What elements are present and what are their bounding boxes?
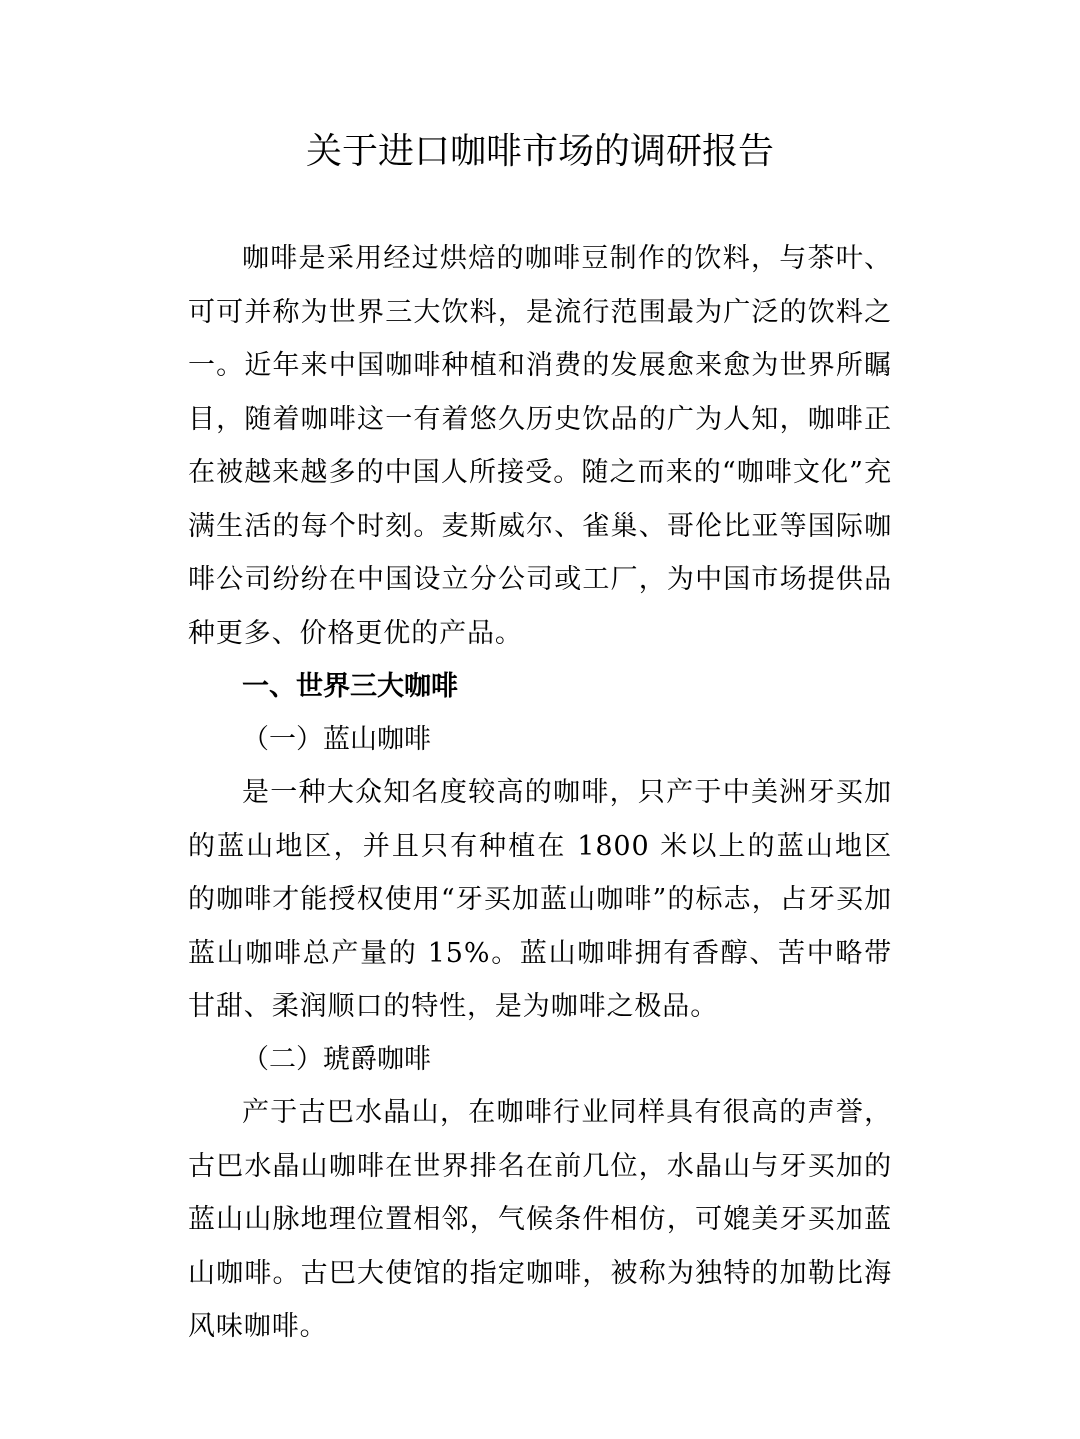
- document-title: 关于进口咖啡市场的调研报告: [305, 131, 774, 172]
- blue-mountain-paragraph: 是一种大众知名度较高的咖啡，只产于中美洲牙买加的蓝山地区，并且只有种植在 1800 米以上的蓝山地区的咖啡才能授权使用“牙买加蓝山咖啡”的标志，占牙买加蓝山咖啡总产量的 15%。蓝山咖啡拥有香醇、苦中略带甘甜、柔润顺口的特性，是为咖啡之极品。: [188, 777, 892, 1022]
- subsection-heading-hujue: （二）琥爵咖啡: [242, 1044, 431, 1075]
- subsection-heading-blue-mountain: （一）蓝山咖啡: [242, 724, 431, 755]
- hujue-paragraph: 产于古巴水晶山，在咖啡行业同样具有很高的声誉，古巴水晶山咖啡在世界排名在前几位，水晶山与牙买加的蓝山山脉地理位置相邻，气候条件相仿，可媲美牙买加蓝山咖啡。古巴大使馆的指定咖啡，被称为独特的加勒比海风味咖啡。: [188, 1097, 892, 1342]
- intro-paragraph: 咖啡是采用经过烘焙的咖啡豆制作的饮料，与茶叶、可可并称为世界三大饮料，是流行范围最为广泛的饮料之一。近年来中国咖啡种植和消费的发展愈来愈为世界所瞩目，随着咖啡这一有着悠久历史饮品的广为人知，咖啡正在被越来越多的中国人所接受。随之而来的“咖啡文化”充满生活的每个时刻。麦斯威尔、雀巢、哥伦比亚等国际咖啡公司纷纷在中国设立分公司或工厂，为中国市场提供品种更多、价格更优的产品。: [188, 243, 892, 649]
- section-heading-world-three-coffees: 一、世界三大咖啡: [242, 671, 458, 702]
